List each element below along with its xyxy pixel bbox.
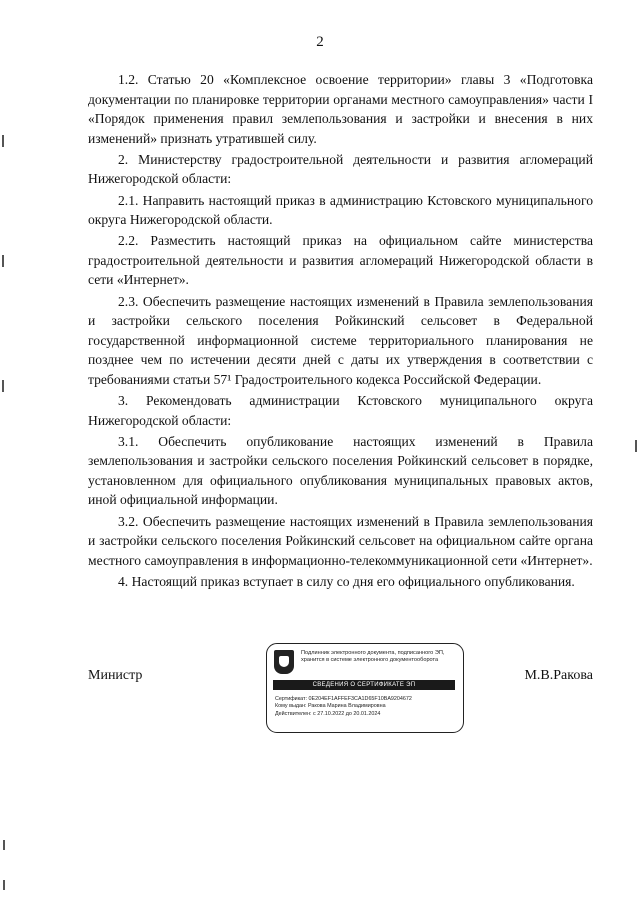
stamp-owner: Кому выдан: Ракова Марина Владимировна bbox=[275, 703, 386, 710]
stamp-header: СВЕДЕНИЯ О СЕРТИФИКАТЕ ЭП bbox=[273, 680, 455, 690]
stamp-notice: Подлинник электронного документа, подписанного ЭП, хранится в системе электронного документооборота bbox=[301, 650, 445, 663]
paragraph-4: 4. Настоящий приказ вступает в силу со дня его официального опубликования. bbox=[118, 573, 575, 589]
signatory-position: Министр bbox=[88, 668, 143, 683]
scan-mark bbox=[2, 255, 4, 267]
signatory-name: М.В.Ракова bbox=[524, 668, 593, 683]
paragraph-2: 2. Министерству градостроительной деятельности и развития агломераций Нижегородской области: bbox=[88, 151, 593, 187]
paragraph-1-2: 1.2. Статью 20 «Комплексное освоение территории» главы 3 «Подготовка документации по планировке территории органами местного самоуправления» части I «Порядок применения правил землепользования и застройки и внесения в них изменений» признать утратившей силу. bbox=[88, 72, 593, 146]
paragraph-2-3: 2.3. Обеспечить размещение настоящих изменений в Правила землепользования и застройки сельского поселения Ройкинский сельсовет в Федеральной государственной информационной системе территориального планирования не позднее чем по истечении десяти дней с даты их утверждения в соответствии с требованиями статьи 57¹ Градостроительного кодекса Российской Федерации. bbox=[88, 293, 593, 387]
document-body bbox=[88, 70, 593, 593]
paragraph-3: 3. Рекомендовать администрации Кстовского муниципального округа Нижегородской области: bbox=[88, 393, 593, 428]
scan-mark bbox=[635, 440, 637, 452]
stamp-details bbox=[275, 696, 457, 718]
stamp-certificate: Сертификат: 0E204EF1AFFEF3CA1D65F10BA9204672 bbox=[275, 696, 412, 702]
scan-mark bbox=[2, 380, 4, 392]
paragraph-2-1: 2.1. Направить настоящий приказ в администрацию Кстовского муниципального округа Нижегородской области. bbox=[88, 192, 593, 228]
paragraph-3-1: 3.1. Обеспечить опубликование настоящих изменений в Правила землепользования и застройки сельского поселения Ройкинский сельсовет в порядке, установленном для официального опубликования муниципальных правовых актов, иной официальной информации. bbox=[88, 433, 593, 508]
coat-of-arms-icon bbox=[274, 650, 294, 674]
page-number: 2 bbox=[316, 34, 324, 50]
scan-mark bbox=[2, 135, 4, 147]
paragraph-2-2: 2.2. Разместить настоящий приказ на официальном сайте министерства градостроительной деятельности и развития агломераций Нижегородской области в сети «Интернет». bbox=[88, 233, 593, 288]
scan-mark bbox=[3, 840, 5, 850]
paragraph-3-2: 3.2. Обеспечить размещение настоящих изменений в Правила землепользования и застройки сельского поселения Ройкинский сельсовет на официальном сайте органа местного самоуправления в информационно-телекоммуникационной сети «Интернет». bbox=[88, 513, 593, 568]
scan-mark bbox=[3, 880, 5, 890]
e-signature-stamp bbox=[266, 643, 464, 733]
stamp-valid: Действителен: с 27.10.2022 до 20.01.2024 bbox=[275, 710, 381, 717]
